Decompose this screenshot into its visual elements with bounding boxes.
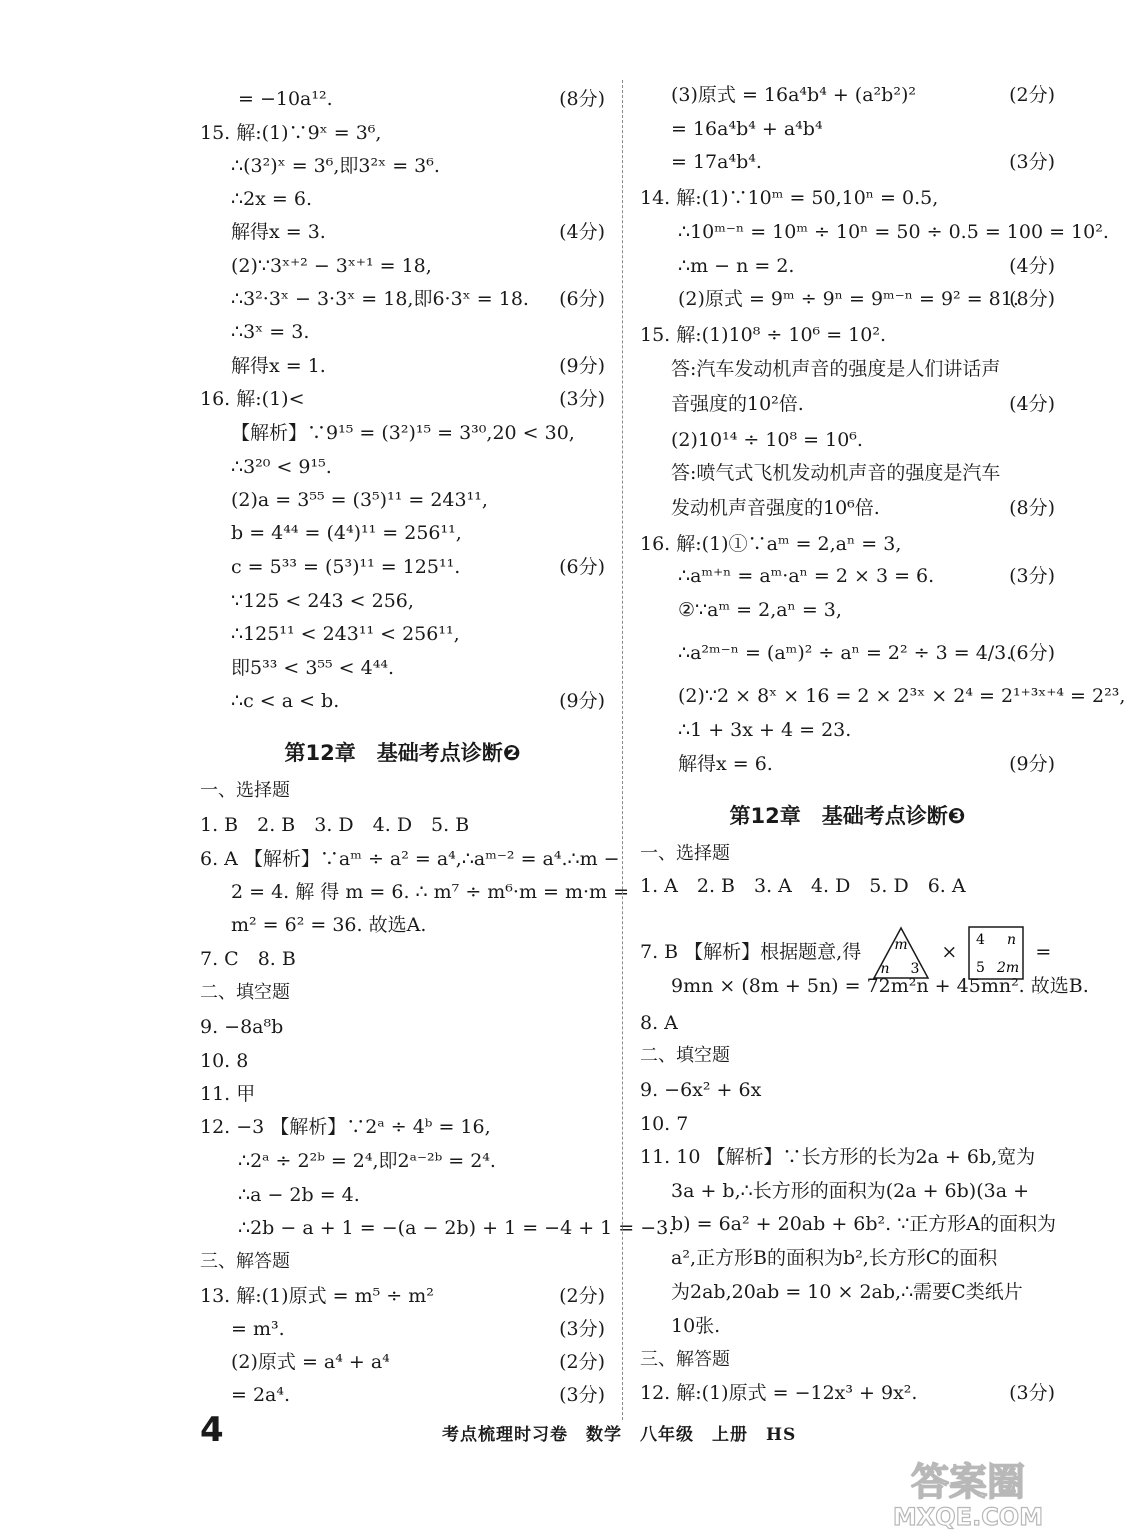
line-text: 解得x = 6. xyxy=(678,753,773,775)
score-label: (6分) xyxy=(559,556,605,578)
answer-line xyxy=(200,186,605,212)
answer-line xyxy=(640,1211,1055,1237)
line-text: (2)原式 = a⁴ + a⁴ xyxy=(231,1351,390,1373)
answer-line xyxy=(200,286,605,312)
box-bl-label: 5 xyxy=(976,960,986,976)
q7-prefix: 7. B 【解析】根据题意,得 xyxy=(640,941,862,963)
score-label: (9分) xyxy=(1009,753,1055,775)
chapter-heading xyxy=(640,803,1055,829)
line-text: (2)10¹⁴ ÷ 10⁸ = 10⁶. xyxy=(671,429,863,451)
answer-line xyxy=(640,185,1055,211)
line-text: 10张. xyxy=(671,1315,721,1337)
answer-line xyxy=(200,588,605,614)
line-text: 二、填空题 xyxy=(200,982,290,1003)
score-label: (8分) xyxy=(559,88,605,110)
answer-line xyxy=(200,219,605,245)
answer-line xyxy=(640,322,1055,348)
line-text: ∴c < a < b. xyxy=(231,690,340,712)
score-label: (3分) xyxy=(1009,151,1055,173)
tri-left-label: n xyxy=(880,961,890,977)
line-text: 即5³³ < 3⁵⁵ < 4⁴⁴. xyxy=(231,657,395,679)
score-label: (8分) xyxy=(1009,288,1055,310)
line-text: 三、解答题 xyxy=(200,1251,290,1272)
answer-line xyxy=(640,286,1055,312)
line-text: (2)∵2 × 8ˣ × 16 = 2 × 2³ˣ × 2⁴ = 2¹⁺³ˣ⁺⁴ = 2²³, xyxy=(678,685,1125,707)
line-text: 答:喷气式飞机发动机声音的强度是汽车 xyxy=(671,462,1001,484)
answer-line xyxy=(200,120,605,146)
answer-line xyxy=(200,1114,605,1140)
answer-line xyxy=(200,420,605,446)
watermark-logo xyxy=(880,1455,1055,1530)
score-label: (3分) xyxy=(1009,1382,1055,1404)
line-text: ∴2b − a + 1 = −(a − 2b) + 1 = −4 + 1 = −3. xyxy=(238,1217,675,1239)
column-divider xyxy=(622,80,623,1420)
line-text: 9. −6x² + 6x xyxy=(640,1079,762,1101)
answer-line xyxy=(200,1148,605,1174)
line-text: c = 5³³ = (5³)¹¹ = 125¹¹. xyxy=(231,556,461,578)
answer-line xyxy=(640,717,1055,743)
watermark-line1: 答案圈 xyxy=(910,1460,1026,1504)
answer-line xyxy=(640,973,1089,999)
line-text: (2)a = 3⁵⁵ = (3⁵)¹¹ = 243¹¹, xyxy=(231,489,488,511)
line-text: ∴(3²)ˣ = 3⁶,即3²ˣ = 3⁶. xyxy=(231,155,440,177)
line-text: 为2ab,20ab = 10 × 2ab,∴需要C类纸片 xyxy=(671,1281,1023,1303)
answer-line xyxy=(200,487,605,513)
times-sign: × xyxy=(941,941,958,963)
line-text: 一、选择题 xyxy=(640,843,730,864)
line-text: 15. 解:(1)10⁸ ÷ 10⁶ = 10². xyxy=(640,324,886,346)
line-text: 三、解答题 xyxy=(640,1349,730,1370)
line-text: 发动机声音强度的10⁶倍. xyxy=(671,497,880,519)
answer-line xyxy=(640,751,1055,777)
line-text: 6. A 【解析】∵aᵐ ÷ a² = a⁴,∴aᵐ⁻² = a⁴.∴m − xyxy=(200,848,620,870)
answer-line xyxy=(200,946,605,972)
section-heading xyxy=(200,778,605,804)
answer-line xyxy=(200,812,605,838)
line-text: ∴10ᵐ⁻ⁿ = 10ᵐ ÷ 10ⁿ = 50 ÷ 0.5 = 100 = 10². xyxy=(678,221,1109,243)
footer-title: 考点梳理时习卷 数学 八年级 上册 HS xyxy=(442,1425,797,1445)
line-text: ∴aᵐ⁺ⁿ = aᵐ·aⁿ = 2 × 3 = 6. xyxy=(678,565,935,587)
answer-line xyxy=(200,688,605,714)
answer-line xyxy=(200,1048,605,1074)
score-label: (6分) xyxy=(1009,642,1055,664)
line-text: 音强度的10²倍. xyxy=(671,393,804,415)
section-heading xyxy=(640,1043,1055,1069)
line-text: 第12章 基础考点诊断❷ xyxy=(284,741,521,765)
line-text: = m³. xyxy=(231,1318,285,1340)
line-text: ∴3²·3ˣ − 3·3ˣ = 18,即6·3ˣ = 18. xyxy=(231,288,529,310)
score-label: (2分) xyxy=(1009,84,1055,106)
section-heading xyxy=(640,1347,1055,1373)
answer-line xyxy=(200,386,605,412)
line-text: = −10a¹². xyxy=(238,88,333,110)
line-text: 解得x = 3. xyxy=(231,221,326,243)
answer-line xyxy=(200,1014,605,1040)
line-text: 2 = 4. 解 得 m = 6. ∴ m⁷ ÷ m⁶·m = m·m = xyxy=(231,881,629,903)
line-text: 【解析】∵9¹⁵ = (3²)¹⁵ = 3³⁰,20 < 30, xyxy=(231,422,575,444)
line-text: = 16a⁴b⁴ + a⁴b⁴ xyxy=(671,118,823,140)
line-text: 9. −8a⁸b xyxy=(200,1016,284,1038)
line-text: ∴a − 2b = 4. xyxy=(238,1184,360,1206)
answer-line xyxy=(200,846,620,872)
line-text: ∴2x = 6. xyxy=(231,188,313,210)
line-text: 10. 8 xyxy=(200,1050,249,1072)
answer-line xyxy=(200,86,605,112)
score-label: (2分) xyxy=(559,1351,605,1373)
line-text: ∴2ᵃ ÷ 2²ᵇ = 2⁴,即2ᵃ⁻²ᵇ = 2⁴. xyxy=(238,1150,496,1172)
line-text: a²,正方形B的面积为b²,长方形C的面积 xyxy=(671,1247,998,1269)
answer-line xyxy=(200,1349,605,1375)
answer-line xyxy=(200,554,605,580)
score-label: (2分) xyxy=(559,1285,605,1307)
score-label: (9分) xyxy=(559,690,605,712)
line-text: 第12章 基础考点诊断❸ xyxy=(729,804,966,828)
answer-line xyxy=(640,683,1125,709)
answer-line xyxy=(640,873,1055,899)
score-label: (3分) xyxy=(559,1318,605,1340)
line-text: ∴a²ᵐ⁻ⁿ = (aᵐ)² ÷ aⁿ = 2² ÷ 3 = 4/3. xyxy=(678,642,1013,664)
answer-line xyxy=(640,1279,1055,1305)
line-text: ∴1 + 3x + 4 = 23. xyxy=(678,719,852,741)
answer-line xyxy=(200,153,605,179)
answer-line xyxy=(200,353,605,379)
line-text: 16. 解:(1)①∵aᵐ = 2,aⁿ = 3, xyxy=(640,533,902,555)
answer-line xyxy=(640,1077,1055,1103)
line-text: m² = 6² = 36. 故选A. xyxy=(231,914,427,936)
line-text: = 2a⁴. xyxy=(231,1384,291,1406)
line-text: ∴m − n = 2. xyxy=(678,255,795,277)
line-text: 7. C 8. B xyxy=(200,948,296,970)
line-text: 11. 10 【解析】∵长方形的长为2a + 6b,宽为 xyxy=(640,1146,1036,1168)
line-text: (3)原式 = 16a⁴b⁴ + (a²b²)² xyxy=(671,84,916,106)
section-heading xyxy=(640,841,1055,867)
line-text: 9mn × (8m + 5n) = 72m²n + 45mn². 故选B. xyxy=(671,975,1089,997)
answer-line xyxy=(200,319,605,345)
answer-line xyxy=(640,253,1055,279)
answer-line xyxy=(200,520,605,546)
line-text: 13. 解:(1)原式 = m⁵ ÷ m² xyxy=(200,1285,434,1307)
answer-line xyxy=(200,1182,605,1208)
line-text: 16. 解:(1)< xyxy=(200,388,305,410)
score-label: (4分) xyxy=(559,221,605,243)
answer-line xyxy=(640,640,1055,666)
line-text: ∴3ˣ = 3. xyxy=(231,321,310,343)
answer-line xyxy=(640,149,1055,175)
line-text: ∴3²⁰ < 9¹⁵. xyxy=(231,456,332,478)
answer-line xyxy=(640,495,1055,521)
answer-line xyxy=(640,531,1055,557)
line-text: ∵125 < 243 < 256, xyxy=(231,590,414,612)
line-text: 1. A 2. B 3. A 4. D 5. D 6. A xyxy=(640,875,966,897)
answer-line xyxy=(640,82,1055,108)
line-text: 8. A xyxy=(640,1012,678,1034)
score-label: (3分) xyxy=(559,1384,605,1406)
answer-line xyxy=(640,1144,1055,1170)
answer-line xyxy=(640,116,1055,142)
tri-top-label: m xyxy=(894,937,908,953)
page-number: 4 xyxy=(200,1410,224,1450)
line-text: 二、填空题 xyxy=(640,1045,730,1066)
line-text: 12. 解:(1)原式 = −12x³ + 9x². xyxy=(640,1382,918,1404)
line-text: b) = 6a² + 20ab + 6b². ∵正方形A的面积为 xyxy=(671,1213,1057,1235)
line-text: 解得x = 1. xyxy=(231,355,326,377)
answer-line xyxy=(640,1245,1055,1271)
chapter-heading xyxy=(200,740,605,766)
answer-line xyxy=(200,655,605,681)
answer-line xyxy=(640,1380,1055,1406)
answer-line xyxy=(200,1283,605,1309)
score-label: (4分) xyxy=(1009,255,1055,277)
answer-line xyxy=(640,1111,1055,1137)
answer-line xyxy=(640,1313,1055,1339)
answer-line xyxy=(200,1215,675,1241)
line-text: 一、选择题 xyxy=(200,780,290,801)
answer-line xyxy=(200,1081,605,1107)
answer-line xyxy=(640,597,1055,623)
answer-line xyxy=(640,1178,1055,1204)
score-label: (6分) xyxy=(559,288,605,310)
score-label: (9分) xyxy=(559,355,605,377)
score-label: (3分) xyxy=(1009,565,1055,587)
line-text: 3a + b,∴长方形的面积为(2a + 6b)(3a + xyxy=(671,1180,1029,1202)
score-label: (3分) xyxy=(559,388,605,410)
tri-right-label: 3 xyxy=(910,961,920,977)
line-text: 10. 7 xyxy=(640,1113,689,1135)
answer-line xyxy=(640,427,1055,453)
box-tl-label: 4 xyxy=(976,932,986,948)
line-text: 14. 解:(1)∵10ᵐ = 50,10ⁿ = 0.5, xyxy=(640,187,939,209)
answer-line xyxy=(640,563,1055,589)
line-text: (2)∵3ˣ⁺² − 3ˣ⁺¹ = 18, xyxy=(231,255,432,277)
answer-line xyxy=(200,621,605,647)
line-text: 1. B 2. B 3. D 4. D 5. B xyxy=(200,814,470,836)
equals-sign: = xyxy=(1035,941,1052,963)
answer-line xyxy=(640,460,1055,486)
answer-line xyxy=(200,1382,605,1408)
line-text: (2)原式 = 9ᵐ ÷ 9ⁿ = 9ᵐ⁻ⁿ = 9² = 81. xyxy=(678,288,1019,310)
line-text: = 17a⁴b⁴. xyxy=(671,151,762,173)
line-text: ∴125¹¹ < 243¹¹ < 256¹¹, xyxy=(231,623,460,645)
line-text: 12. −3 【解析】∵2ᵃ ÷ 4ᵇ = 16, xyxy=(200,1116,491,1138)
line-text: 11. 甲 xyxy=(200,1083,256,1105)
watermark-line2: MXQE.COM xyxy=(892,1503,1044,1531)
answer-line xyxy=(640,391,1055,417)
line-text: 答:汽车发动机声音的强度是人们讲话声 xyxy=(671,358,1001,380)
answer-line xyxy=(640,219,1109,245)
section-heading xyxy=(200,980,605,1006)
line-text: 15. 解:(1)∵9ˣ = 3⁶, xyxy=(200,122,382,144)
answer-line xyxy=(200,879,629,905)
box-br-label: 2m xyxy=(997,960,1020,976)
section-heading xyxy=(200,1249,605,1275)
answer-line xyxy=(200,454,605,480)
score-label: (8分) xyxy=(1009,497,1055,519)
answer-line xyxy=(640,1010,1055,1036)
line-text: b = 4⁴⁴ = (4⁴)¹¹ = 256¹¹, xyxy=(231,522,462,544)
line-text: ②∵aᵐ = 2,aⁿ = 3, xyxy=(678,599,842,621)
box-tr-label: n xyxy=(1007,932,1017,948)
answer-line xyxy=(640,356,1055,382)
answer-line xyxy=(200,253,605,279)
answer-line xyxy=(200,1316,605,1342)
answer-line xyxy=(200,912,605,938)
score-label: (4分) xyxy=(1009,393,1055,415)
